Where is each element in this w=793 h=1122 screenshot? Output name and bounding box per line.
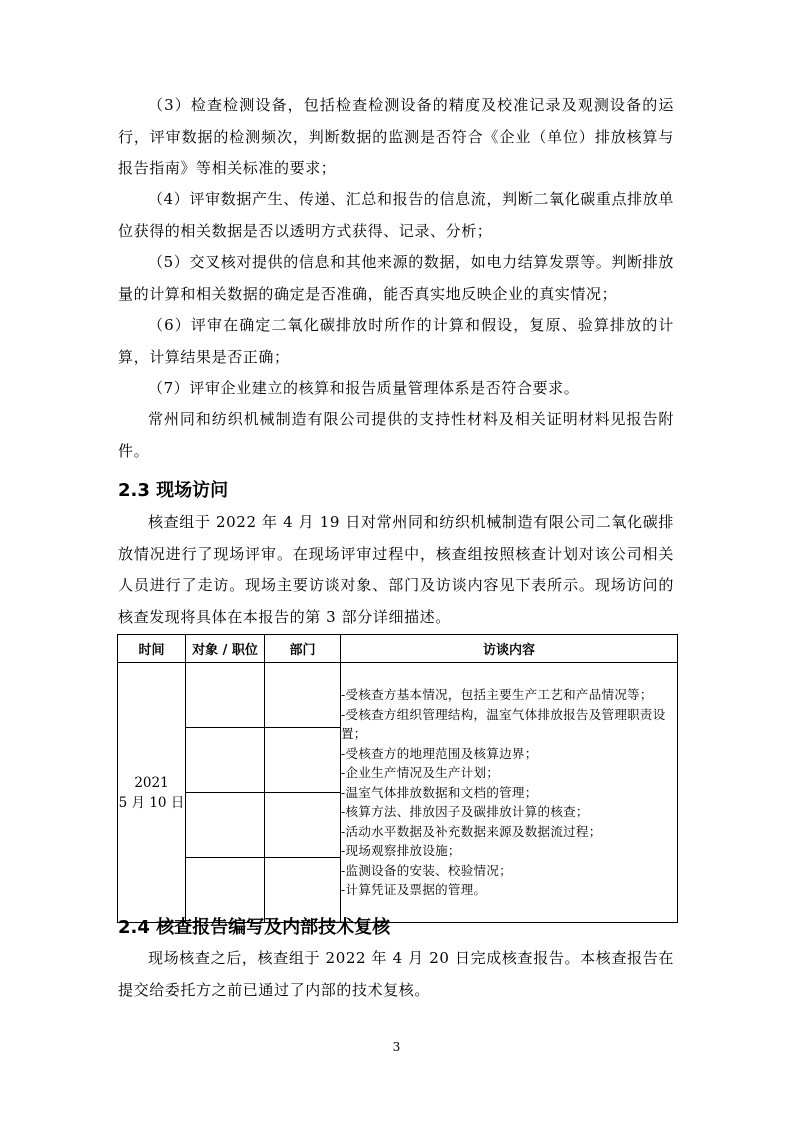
paragraph-item-5: （5）交叉核对提供的信息和其他来源的数据，如电力结算发票等。判断排放量的计算和相关数据的确定是否准确，能否真实地反映企业的真实情况； — [118, 253, 674, 303]
header-interview-content: 访谈内容 — [341, 635, 678, 663]
time-cell — [118, 663, 186, 923]
interview-table — [117, 634, 678, 923]
list-item: -温室气体排放数据和文档的管理； — [341, 784, 538, 800]
paragraph-attachments: 常州同和纺织机械制造有限公司提供的支持性材料及相关证明材料见报告附件。 — [118, 410, 674, 460]
list-item: -核算方法、排放因子及碳排放计算的核查； — [341, 804, 589, 820]
header-interviewee: 对象 / 职位 — [186, 635, 265, 663]
list-item: -受核查方组织管理结构，温室气体排放报告及管理职责设置； — [341, 706, 666, 742]
paragraph-item-3: （3）检查检测设备，包括检查检测设备的精度及校准记录及观测设备的运行，评审数据的检测频次，判断数据的监测是否符合《企业（单位）排放核算与报告指南》等相关标准的要求； — [118, 96, 674, 177]
paragraph-item-7: （7）评审企业建立的核算和报告质量管理体系是否符合要求。 — [148, 379, 580, 397]
section-2-3-paragraph: 核查组于 2022 年 4 月 19 日对常州同和纺织机械制造有限公司二氧化碳排放情况进行了现场评审。在现场评审过程中，核查组按照核查计划对该公司相关人员进行了走访。现场主要访谈对象、部门及访谈内容见下表所示。现场访问的核查发现将具体在本报告的第 3 部分详细描述。 — [118, 513, 674, 626]
department-cell — [265, 663, 341, 728]
interview-content-list — [341, 685, 677, 900]
interviewee-cell — [186, 793, 265, 858]
list-item: -现场观察排放设施； — [341, 843, 461, 859]
table-header-row — [118, 635, 678, 663]
list-item: -受核查方基本情况，包括主要生产工艺和产品情况等； — [341, 687, 653, 703]
interview-content-cell — [341, 663, 678, 923]
list-item: -受核查方的地理范围及核算边界； — [341, 745, 538, 761]
department-cell — [265, 793, 341, 858]
list-item: -监测设备的安装、校验情况； — [341, 862, 512, 878]
section-heading-2-4: 2.4 核查报告编写及内部技术复核 — [118, 917, 391, 938]
paragraph-item-6: （6）评审在确定二氧化碳排放时所作的计算和假设，复原、验算排放的计算，计算结果是否正确； — [118, 316, 674, 366]
list-item: -企业生产情况及生产计划； — [341, 765, 500, 781]
interviewee-cell — [186, 663, 265, 728]
interviewee-cell — [186, 728, 265, 793]
interviewee-cell — [186, 858, 265, 923]
paragraph-item-4: （4）评审数据产生、传递、汇总和报告的信息流，判断二氧化碳重点排放单位获得的相关数据是否以透明方式获得、记录、分析； — [118, 190, 674, 240]
header-time: 时间 — [118, 635, 186, 663]
list-item: -计算凭证及票据的管理。 — [341, 882, 487, 898]
time-date: 5 月 10 日 — [118, 794, 185, 811]
section-heading-2-3: 2.3 现场访问 — [118, 480, 229, 501]
list-item: -活动水平数据及补充数据来源及数据流过程； — [341, 823, 602, 839]
time-year: 2021 — [134, 774, 169, 791]
department-cell — [265, 858, 341, 923]
header-department: 部门 — [265, 635, 341, 663]
table-row — [118, 663, 678, 728]
page-number: 3 — [392, 1040, 401, 1054]
department-cell — [265, 728, 341, 793]
section-2-4-paragraph: 现场核查之后，核查组于 2022 年 4 月 20 日完成核查报告。本核查报告在提交给委托方之前已通过了内部的技术复核。 — [118, 949, 674, 999]
